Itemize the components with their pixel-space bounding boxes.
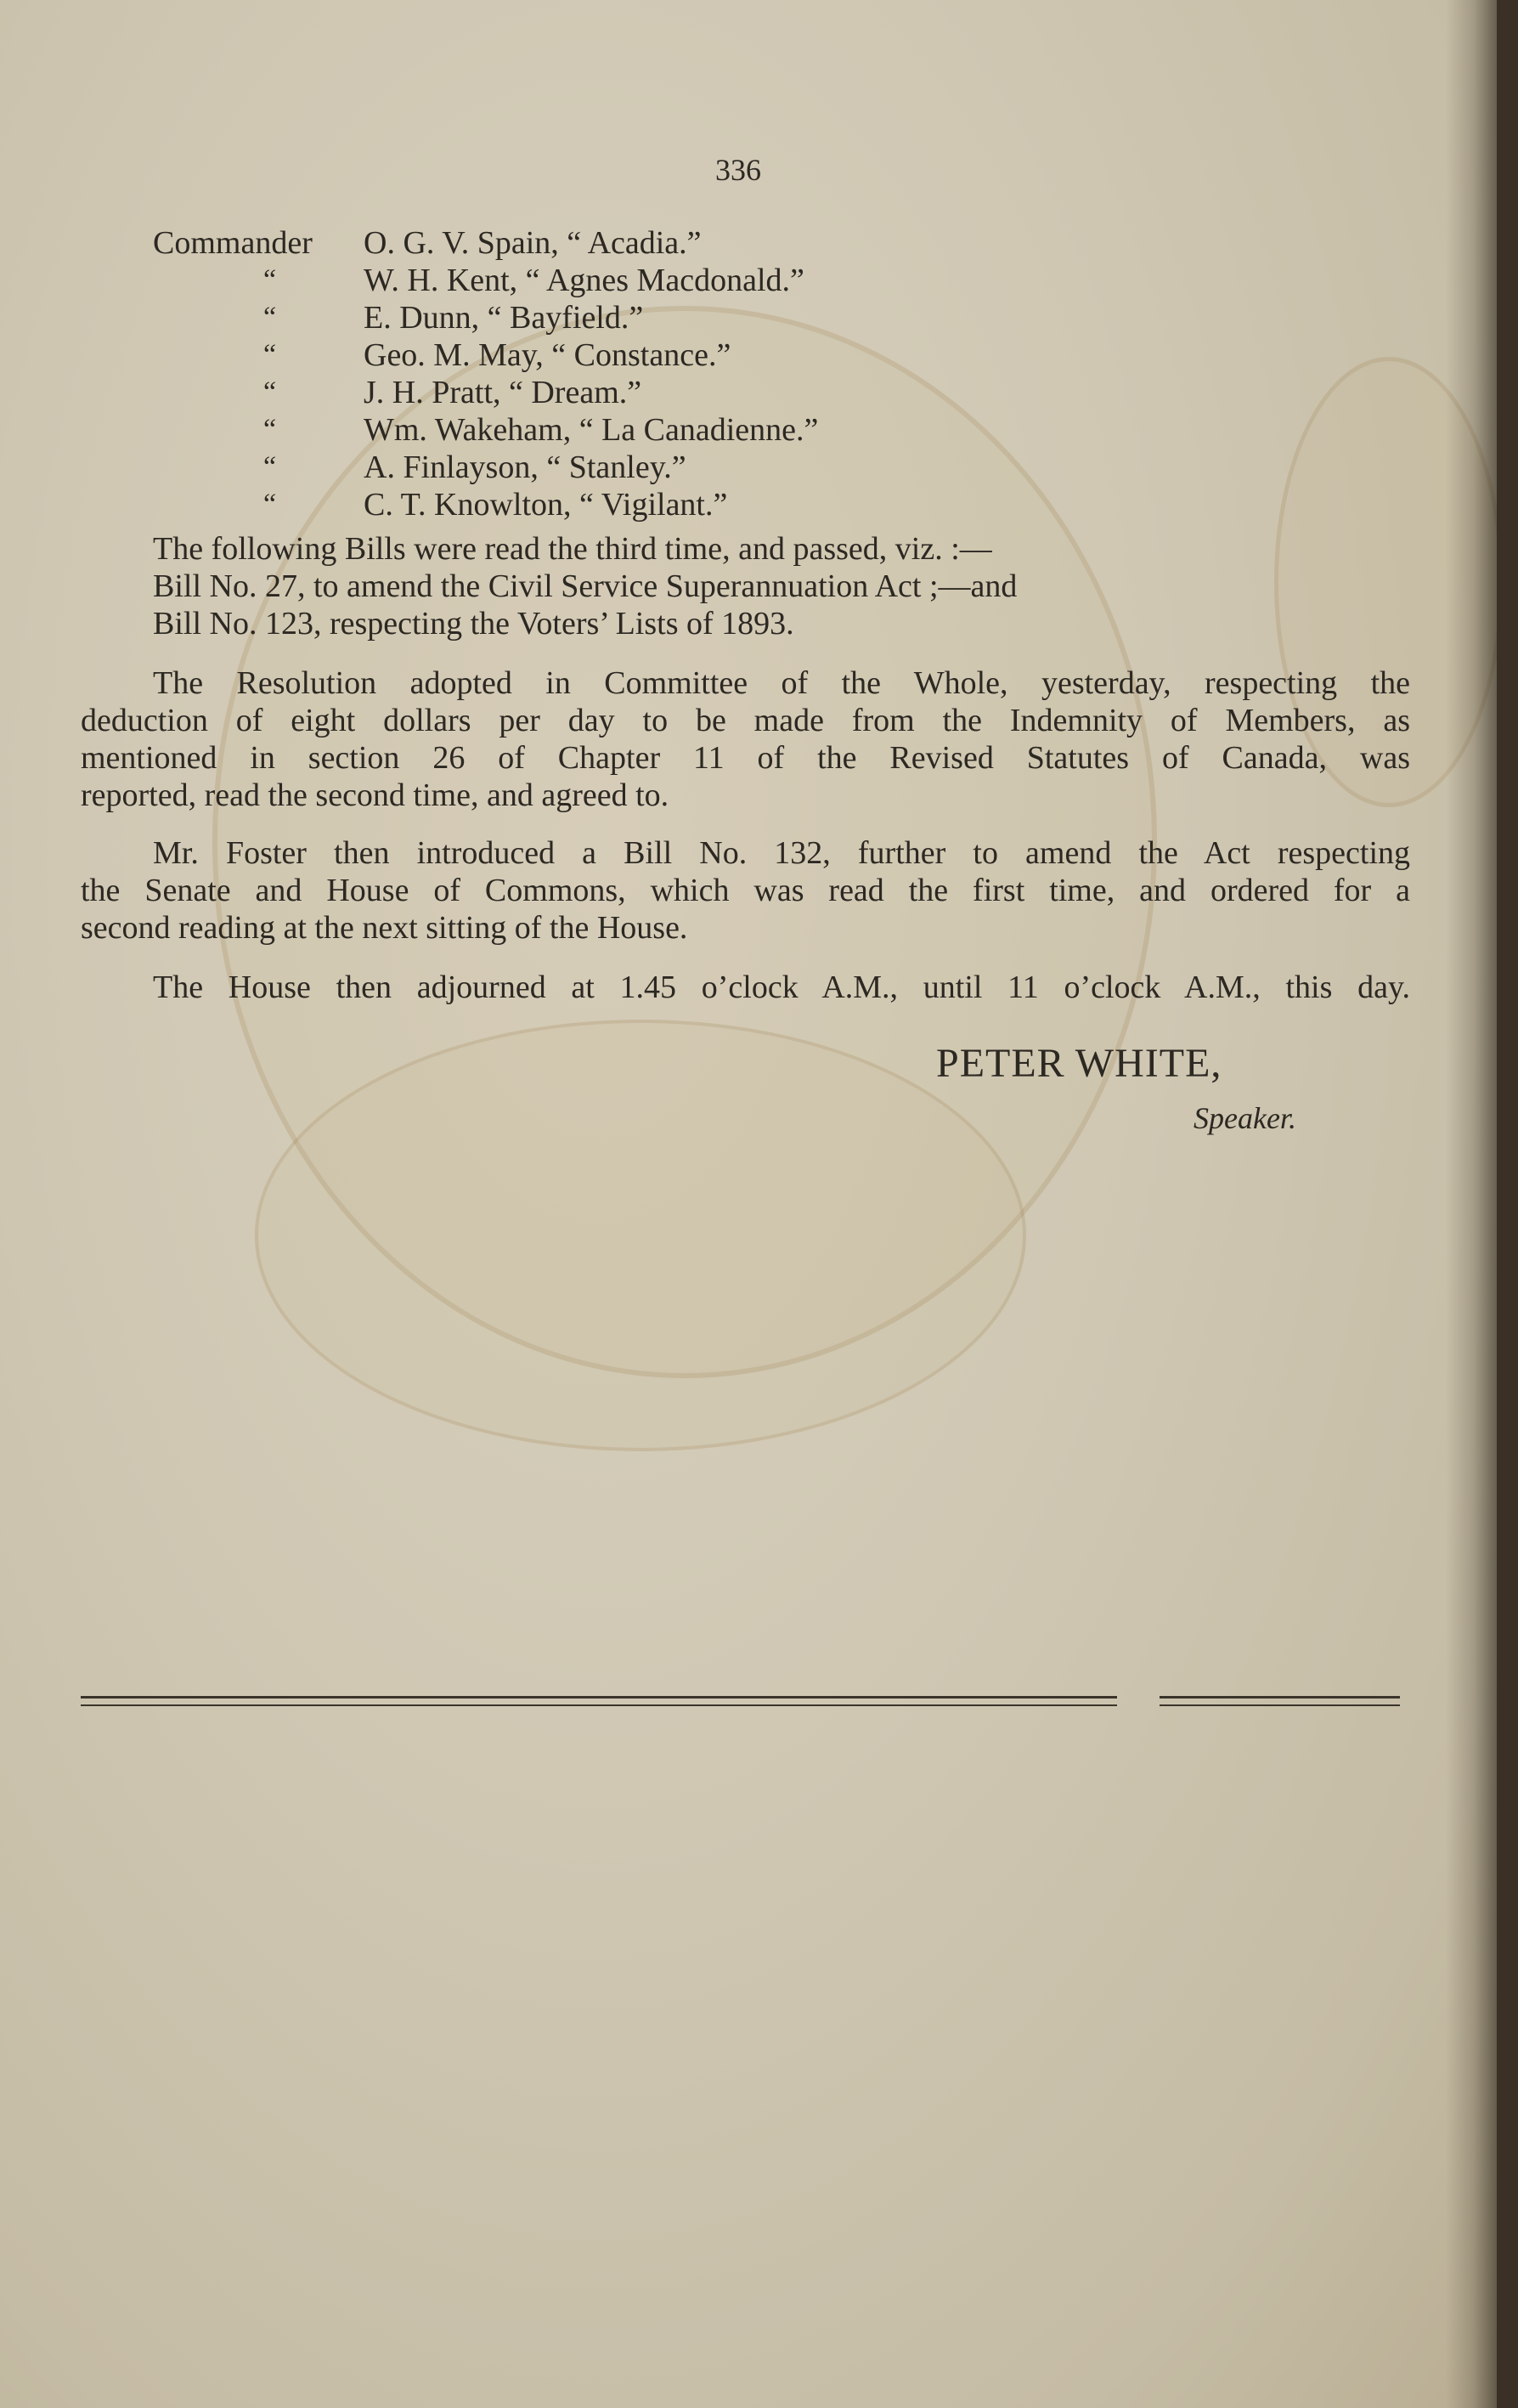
commander-entry: Wm. Wakeham, “ La Canadienne.” (364, 412, 819, 448)
ditto-mark: “ (263, 489, 277, 520)
foster-line: second reading at the next sitting of the House. (81, 910, 688, 946)
commander-entry: W. H. Kent, “ Agnes Macdonald.” (364, 263, 804, 298)
resolution-line: deduction of eight dollars per day to be made from the Indemnity of Members, as (81, 703, 1410, 738)
resolution-line: mentioned in section 26 of Chapter 11 of the Revised Statutes of Canada, was (81, 740, 1410, 776)
adjourn-line: The House then adjourned at 1.45 o’clock A.M., until 11 o’clock A.M., this day. (153, 969, 1410, 1005)
ditto-mark: “ (263, 302, 277, 333)
commander-entry: A. Finlayson, “ Stanley.” (364, 449, 686, 485)
ditto-mark: “ (263, 339, 277, 370)
divider-rule (81, 1704, 1117, 1706)
ditto-mark: “ (263, 414, 277, 445)
commander-entry: Geo. M. May, “ Constance.” (364, 337, 731, 373)
commander-entry: J. H. Pratt, “ Dream.” (364, 375, 642, 410)
divider-rule (1160, 1704, 1400, 1706)
resolution-line: The Resolution adopted in Committee of the Whole, yesterday, respecting the (153, 665, 1410, 701)
page-number: 336 (715, 153, 761, 187)
foster-line: the Senate and House of Commons, which was read the first time, and ordered for a (81, 873, 1410, 908)
book-binding-shadow (1446, 0, 1497, 2408)
commander-entry: C. T. Knowlton, “ Vigilant.” (364, 487, 728, 523)
commander-rank-label: Commander (153, 225, 313, 261)
water-stain (255, 1020, 1026, 1451)
bills-intro-line: The following Bills were read the third time, and passed, viz. :— (153, 531, 992, 567)
commander-entry: O. G. V. Spain, “ Acadia.” (364, 225, 702, 261)
bill-line: Bill No. 123, respecting the Voters’ Lists of 1893. (153, 606, 794, 642)
commander-entry: E. Dunn, “ Bayfield.” (364, 300, 644, 336)
divider-rule (81, 1696, 1117, 1699)
ditto-mark: “ (263, 264, 277, 296)
speaker-name: PETER WHITE, (936, 1041, 1222, 1086)
ditto-mark: “ (263, 451, 277, 483)
ditto-mark: “ (263, 376, 277, 408)
bill-line: Bill No. 27, to amend the Civil Service Superannuation Act ;—and (153, 568, 1018, 604)
speaker-title: Speaker. (1194, 1101, 1296, 1135)
foster-line: Mr. Foster then introduced a Bill No. 132, further to amend the Act respecting (153, 835, 1410, 871)
divider-rule (1160, 1696, 1400, 1699)
resolution-line: reported, read the second time, and agreed to. (81, 777, 669, 813)
